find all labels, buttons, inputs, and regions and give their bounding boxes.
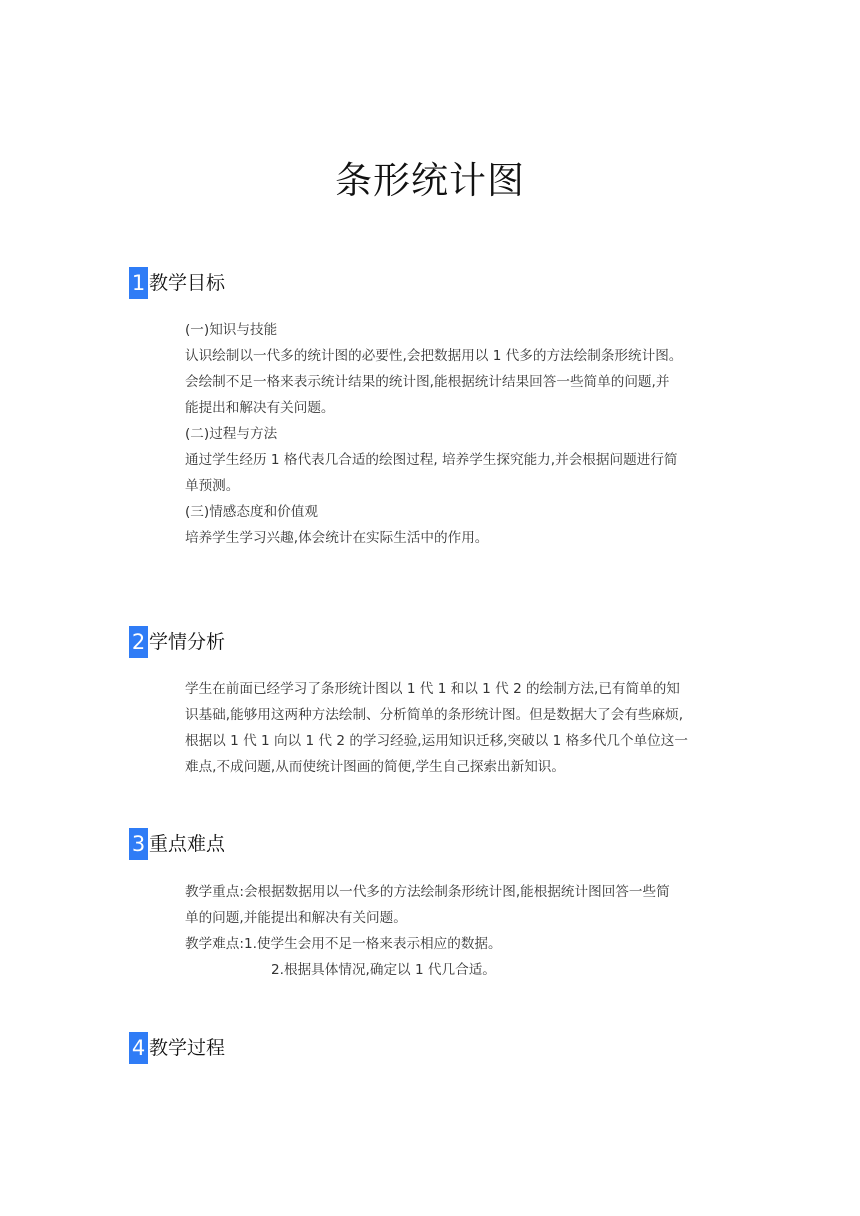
page-title: 条形统计图 [335, 159, 525, 202]
body-line: 难点,不成问题,从而使统计图画的简便,学生自己探索出新知识。 [185, 759, 565, 775]
body-line: 通过学生经历 1 格代表几合适的绘图过程, 培养学生探究能力,并会根据问题进行简 [185, 452, 678, 468]
body-line: 能提出和解决有关问题。 [185, 400, 335, 416]
body-line: 认识绘制以一代多的统计图的必要性,会把数据用以 1 代多的方法绘制条形统计图。 [185, 348, 683, 364]
body-line: 根据以 1 代 1 向以 1 代 2 的学习经验,运用知识迁移,突破以 1 格多代几个单位这一 [185, 733, 688, 749]
section-number-badge: 4 [129, 1032, 148, 1064]
section-number-badge: 2 [129, 626, 148, 658]
section-body-1 [185, 317, 733, 551]
section-heading-1 [129, 267, 225, 299]
body-line: 会绘制不足一格来表示统计结果的统计图,能根据统计结果回答一些简单的问题,并 [185, 374, 670, 390]
section-heading-3 [129, 828, 225, 860]
body-line: 单预测。 [185, 478, 240, 494]
section-number-badge: 3 [129, 828, 148, 860]
section-heading-label: 学情分析 [149, 631, 226, 653]
body-line: 单的问题,并能提出和解决有关问题。 [185, 910, 407, 926]
section-body-3 [185, 879, 733, 983]
body-line: (一)知识与技能 [185, 322, 278, 338]
section-heading-label: 教学过程 [149, 1037, 226, 1059]
body-line: 识基础,能够用这两种方法绘制、分析简单的条形统计图。但是数据大了会有些麻烦, [185, 707, 684, 723]
section-heading-4 [129, 1032, 225, 1064]
section-body-2 [185, 676, 733, 780]
section-heading-label: 重点难点 [149, 833, 226, 855]
body-line: 教学重点:会根据数据用以一代多的方法绘制条形统计图,能根据统计图回答一些简 [185, 884, 670, 900]
body-line: 学生在前面已经学习了条形统计图以 1 代 1 和以 1 代 2 的绘制方法,已有简单的知 [185, 681, 680, 697]
body-line: 教学难点:1.使学生会用不足一格来表示相应的数据。 [185, 936, 502, 952]
body-line: 2.根据具体情况,确定以 1 代几合适。 [271, 962, 496, 978]
body-line: 培养学生学习兴趣,体会统计在实际生活中的作用。 [185, 530, 489, 546]
body-line: (三)情感态度和价值观 [185, 504, 318, 520]
body-line: (二)过程与方法 [185, 426, 278, 442]
section-number-badge: 1 [129, 267, 148, 299]
section-heading-label: 教学目标 [149, 272, 226, 294]
section-heading-2 [129, 626, 225, 658]
